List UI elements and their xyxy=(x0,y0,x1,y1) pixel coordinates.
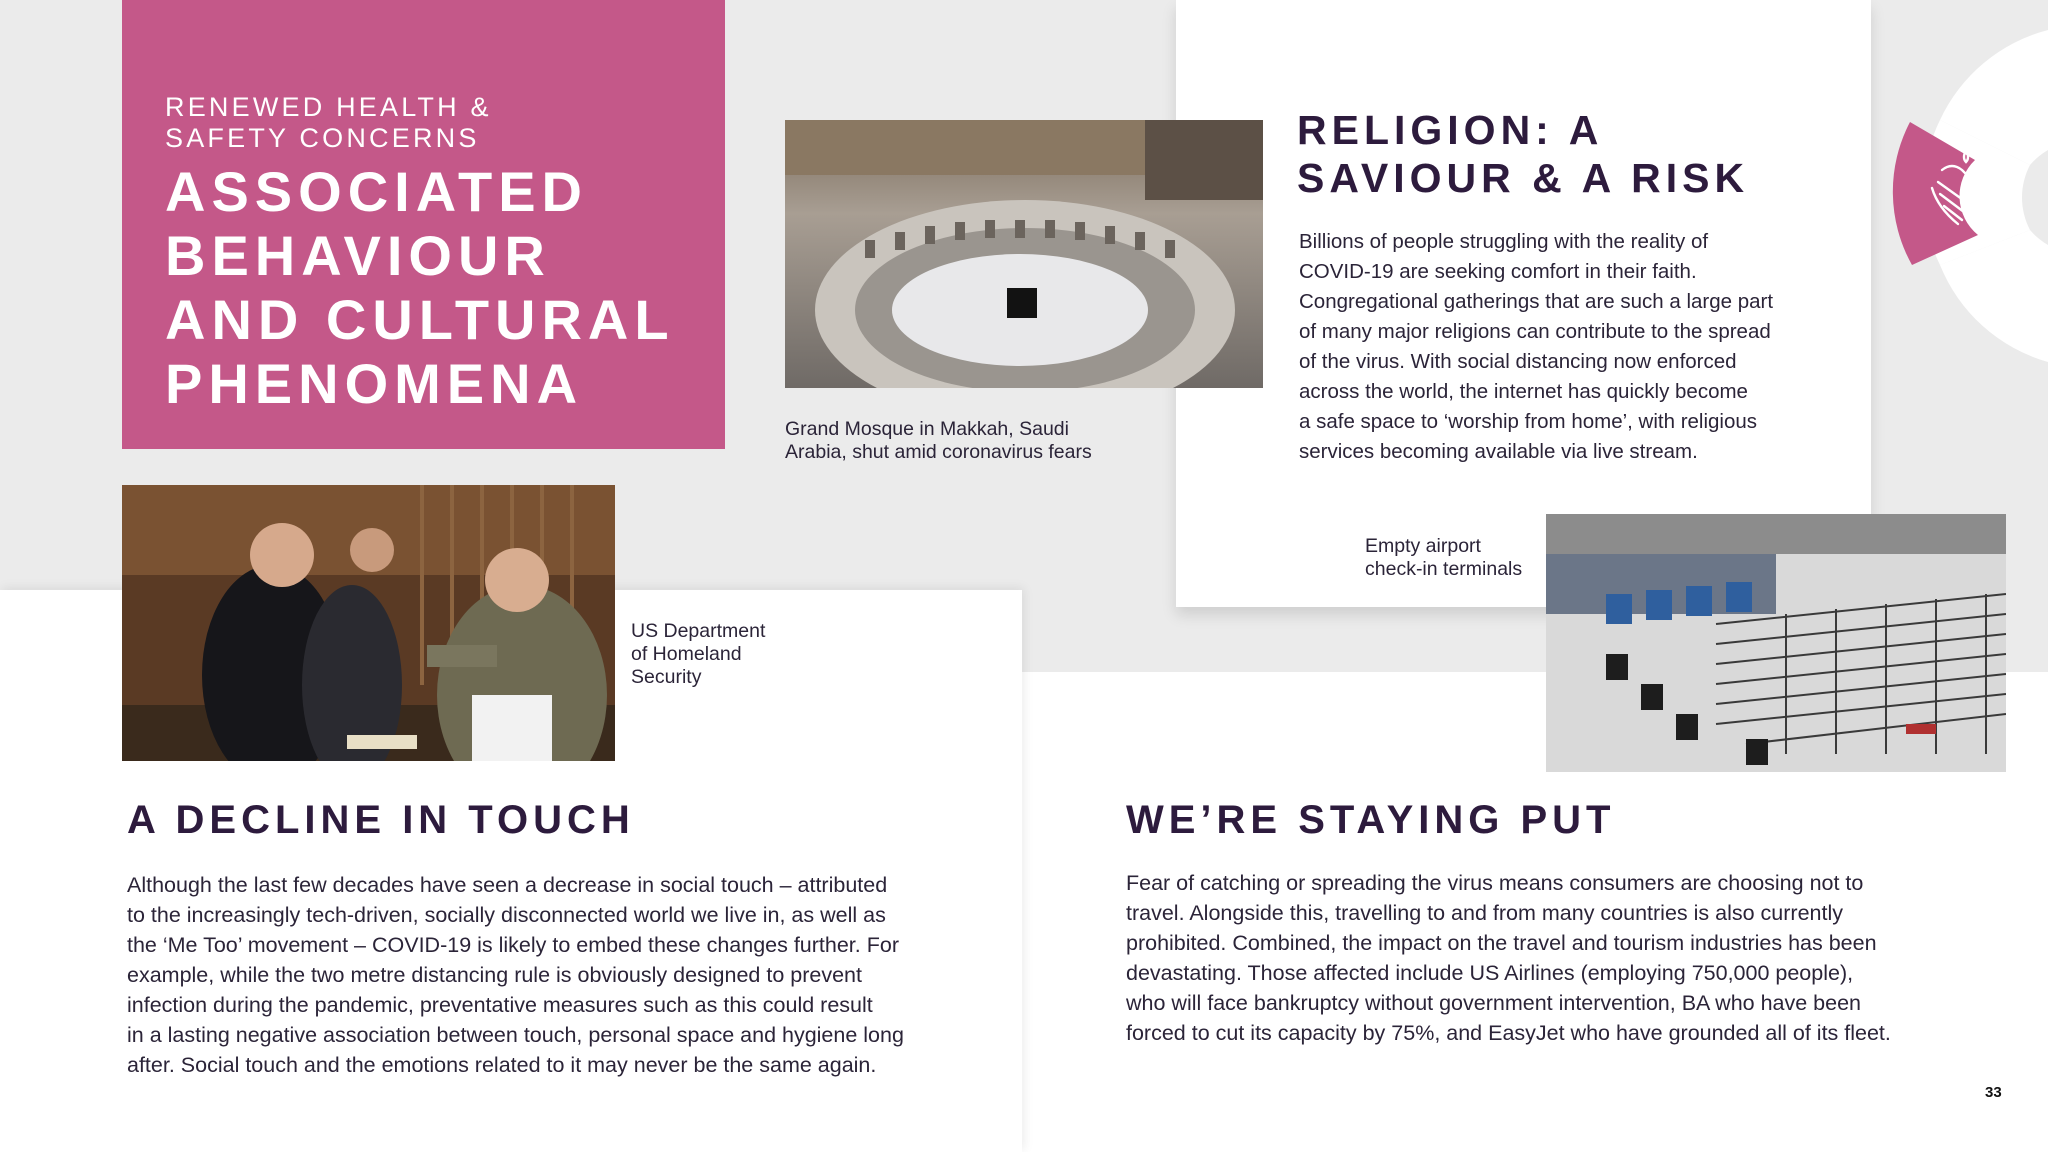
hand-wash-icon xyxy=(1880,0,2048,400)
body-line: devastating. Those affected include US Airlines (employing 750,000 people), xyxy=(1126,961,1854,985)
body-line: who will face bankruptcy without government intervention, BA who have been xyxy=(1126,991,1862,1015)
body-line: prohibited. Combined, the impact on the travel and tourism industries has been xyxy=(1126,931,1877,955)
heading-line: BEHAVIOUR xyxy=(165,224,551,287)
airport-caption xyxy=(1365,535,1545,581)
body-line: COVID-19 are seeking comfort in their faith. xyxy=(1299,260,1697,283)
title-line: SAVIOUR & A RISK xyxy=(1297,155,1750,201)
caption-line: check-in terminals xyxy=(1365,558,1523,580)
mosque-caption xyxy=(785,418,1125,464)
body-line: infection during the pandemic, preventative measures such as this could result xyxy=(127,993,873,1017)
airport-photo xyxy=(1546,514,2006,772)
caption-line: Arabia, shut amid coronavirus fears xyxy=(785,441,1092,463)
caption-line: Empty airport xyxy=(1365,535,1481,557)
caption-line: US Department xyxy=(631,620,766,642)
staying-put-body xyxy=(1126,868,2026,1048)
body-line: the ‘Me Too’ movement – COVID-19 is likely to embed these changes further. For xyxy=(127,933,899,957)
decline-in-touch-body xyxy=(127,870,1027,1080)
body-line: example, while the two metre distancing rule is obviously designed to prevent xyxy=(127,963,862,987)
caption-line: Security xyxy=(631,666,702,688)
body-line: a safe space to ‘worship from home’, with religious xyxy=(1299,410,1758,433)
section-kicker xyxy=(165,92,685,154)
homeland-caption xyxy=(631,620,831,689)
body-line: across the world, the internet has quickly become xyxy=(1299,380,1748,403)
body-line: Congregational gatherings that are such a large part xyxy=(1299,290,1774,313)
heading-line: PHENOMENA xyxy=(165,352,584,415)
title-line: RELIGION: A xyxy=(1297,107,1604,153)
body-line: travel. Alongside this, travelling to and from many countries is also currently xyxy=(1126,901,1843,925)
body-line: in a lasting negative association between touch, personal space and hygiene long xyxy=(127,1023,904,1047)
religion-body xyxy=(1299,227,1839,467)
body-line: services becoming available via live stream. xyxy=(1299,440,1698,463)
kicker-line: RENEWED HEALTH & xyxy=(165,92,492,122)
heading-line: AND CULTURAL xyxy=(165,288,675,351)
caption-line: Grand Mosque in Makkah, Saudi xyxy=(785,418,1069,440)
decline-in-touch-title: A DECLINE IN TOUCH xyxy=(127,798,635,842)
kicker-line: SAFETY CONCERNS xyxy=(165,123,480,153)
body-line: forced to cut its capacity by 75%, and EasyJet who have grounded all of its fleet. xyxy=(1126,1021,1891,1045)
homeland-security-photo xyxy=(122,485,615,761)
body-line: to the increasingly tech-driven, socially disconnected world we live in, as well as xyxy=(127,903,886,927)
page-number: 33 xyxy=(1985,1084,2002,1101)
religion-title xyxy=(1297,106,1817,202)
section-heading xyxy=(165,160,725,416)
body-line: of the virus. With social distancing now enforced xyxy=(1299,350,1737,373)
body-line: of many major religions can contribute to the spread xyxy=(1299,320,1771,343)
body-line: Although the last few decades have seen a decrease in social touch – attributed xyxy=(127,873,888,897)
body-line: Fear of catching or spreading the virus means consumers are choosing not to xyxy=(1126,871,1864,895)
staying-put-title: WE’RE STAYING PUT xyxy=(1126,798,1616,842)
body-line: after. Social touch and the emotions related to it may never be the same again. xyxy=(127,1053,877,1077)
grand-mosque-photo xyxy=(785,120,1263,388)
caption-line: of Homeland xyxy=(631,643,742,665)
heading-line: ASSOCIATED xyxy=(165,160,588,223)
body-line: Billions of people struggling with the reality of xyxy=(1299,230,1709,253)
